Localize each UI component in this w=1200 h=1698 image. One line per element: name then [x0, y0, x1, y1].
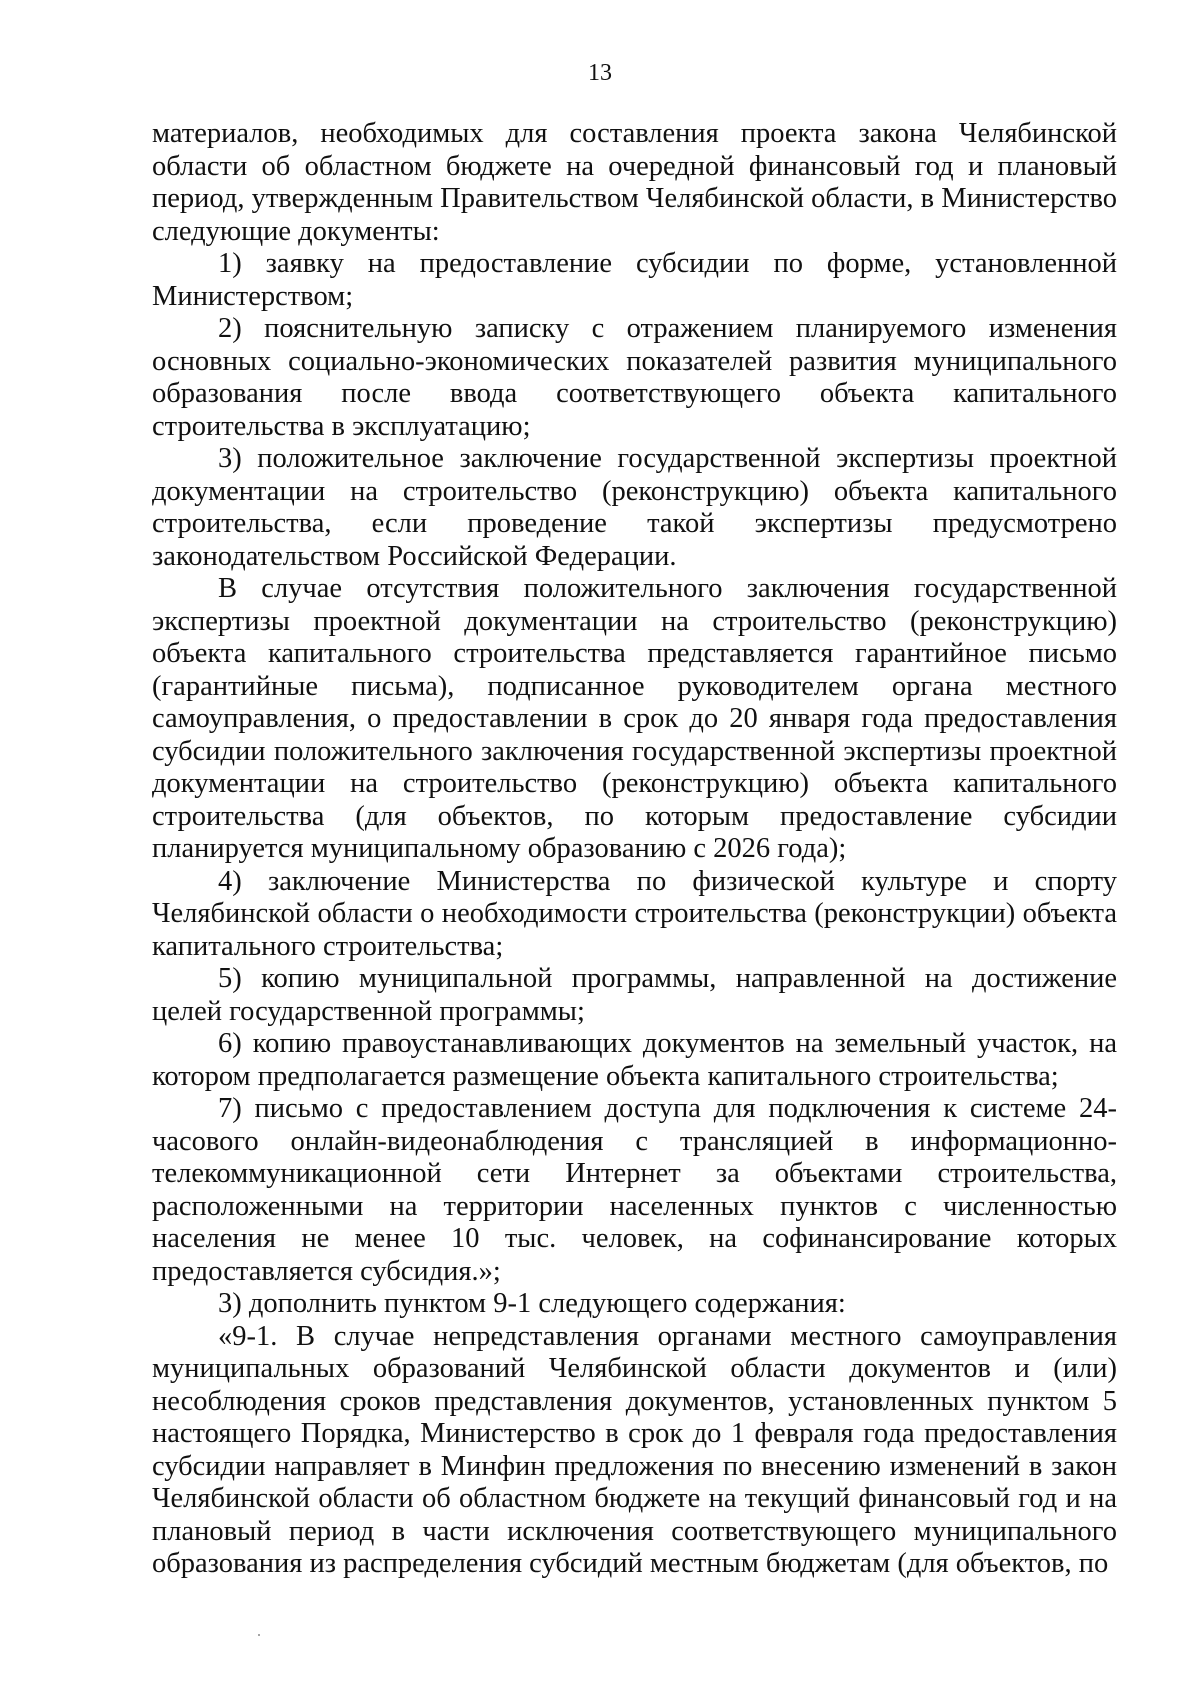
paragraph-item-4: 4) заключение Министерства по физической культуре и спорту Челябинской области о необходимости строительства (реконструкции) объекта капитального строительства;	[152, 865, 1117, 962]
document-body	[152, 118, 1117, 1581]
paragraph-item-2: 2) пояснительную записку с отражением планируемого изменения основных социально-экономических показателей развития муниципального образования после ввода соответствующего объекта капитального строительства в эксплуатацию;	[152, 313, 1117, 442]
paragraph-item-6: 6) копию правоустанавливающих документов на земельный участок, на котором предполагается размещение объекта капитального строительства;	[152, 1028, 1117, 1092]
paragraph-item-1: 1) заявку на предоставление субсидии по форме, установленной Министерством;	[152, 248, 1117, 312]
paragraph-amendment-3: 3) дополнить пунктом 9-1 следующего содержания:	[218, 1288, 846, 1319]
page-number: 13	[588, 60, 612, 86]
paragraph-clause-9-1: «9-1. В случае непредставления органами местного самоуправления муниципальных образований Челябинской области документов и (или) несоблюдения сроков представления документов, установленных пунктом 5 настоящего Порядка, Министерство в срок до 1 февраля года предоставления субсидии направляет в Минфин предложения по внесению изменений в закон Челябинской области об областном бюджете на текущий финансовый год и на плановый период в части исключения соответствующего муниципального образования из распределения субсидий местным бюджетам (для объектов, по	[152, 1320, 1117, 1579]
scan-speck	[258, 1634, 260, 1636]
paragraph-item-5: 5) копию муниципальной программы, направленной на достижение целей государственной программы;	[152, 963, 1117, 1027]
paragraph-guarantee-letter: В случае отсутствия положительного заключения государственной экспертизы проектной документации на строительство (реконструкцию) объекта капитального строительства представляется гарантийное письмо (гарантийные письма), подписанное руководителем органа местного самоуправления, о предоставлении в срок до 20 января года предоставления субсидии положительного заключения государственной экспертизы проектной документации на строительство (реконструкцию) объекта капитального строительства (для объектов, по которым предоставление субсидии планируется муниципальному образованию с 2026 года);	[152, 573, 1117, 864]
paragraph-item-7: 7) письмо с предоставлением доступа для подключения к системе 24-часового онлайн-видеонаблюдения с трансляцией в информационно-телекоммуникационной сети Интернет за объектами строительства, расположенными на территории населенных пунктов с численностью населения не менее 10 тыс. человек, на софинансирование которых предоставляется субсидия.»;	[152, 1093, 1117, 1287]
paragraph-item-3: 3) положительное заключение государственной экспертизы проектной документации на строительство (реконструкцию) объекта капитального строительства, если проведение такой экспертизы предусмотрено законодательством Российской Федерации.	[152, 443, 1117, 572]
paragraph-continuation: материалов, необходимых для составления проекта закона Челябинской области об областном бюджете на очередной финансовый год и плановый период, утвержденным Правительством Челябинской области, в Министерство следующие документы:	[152, 118, 1117, 247]
